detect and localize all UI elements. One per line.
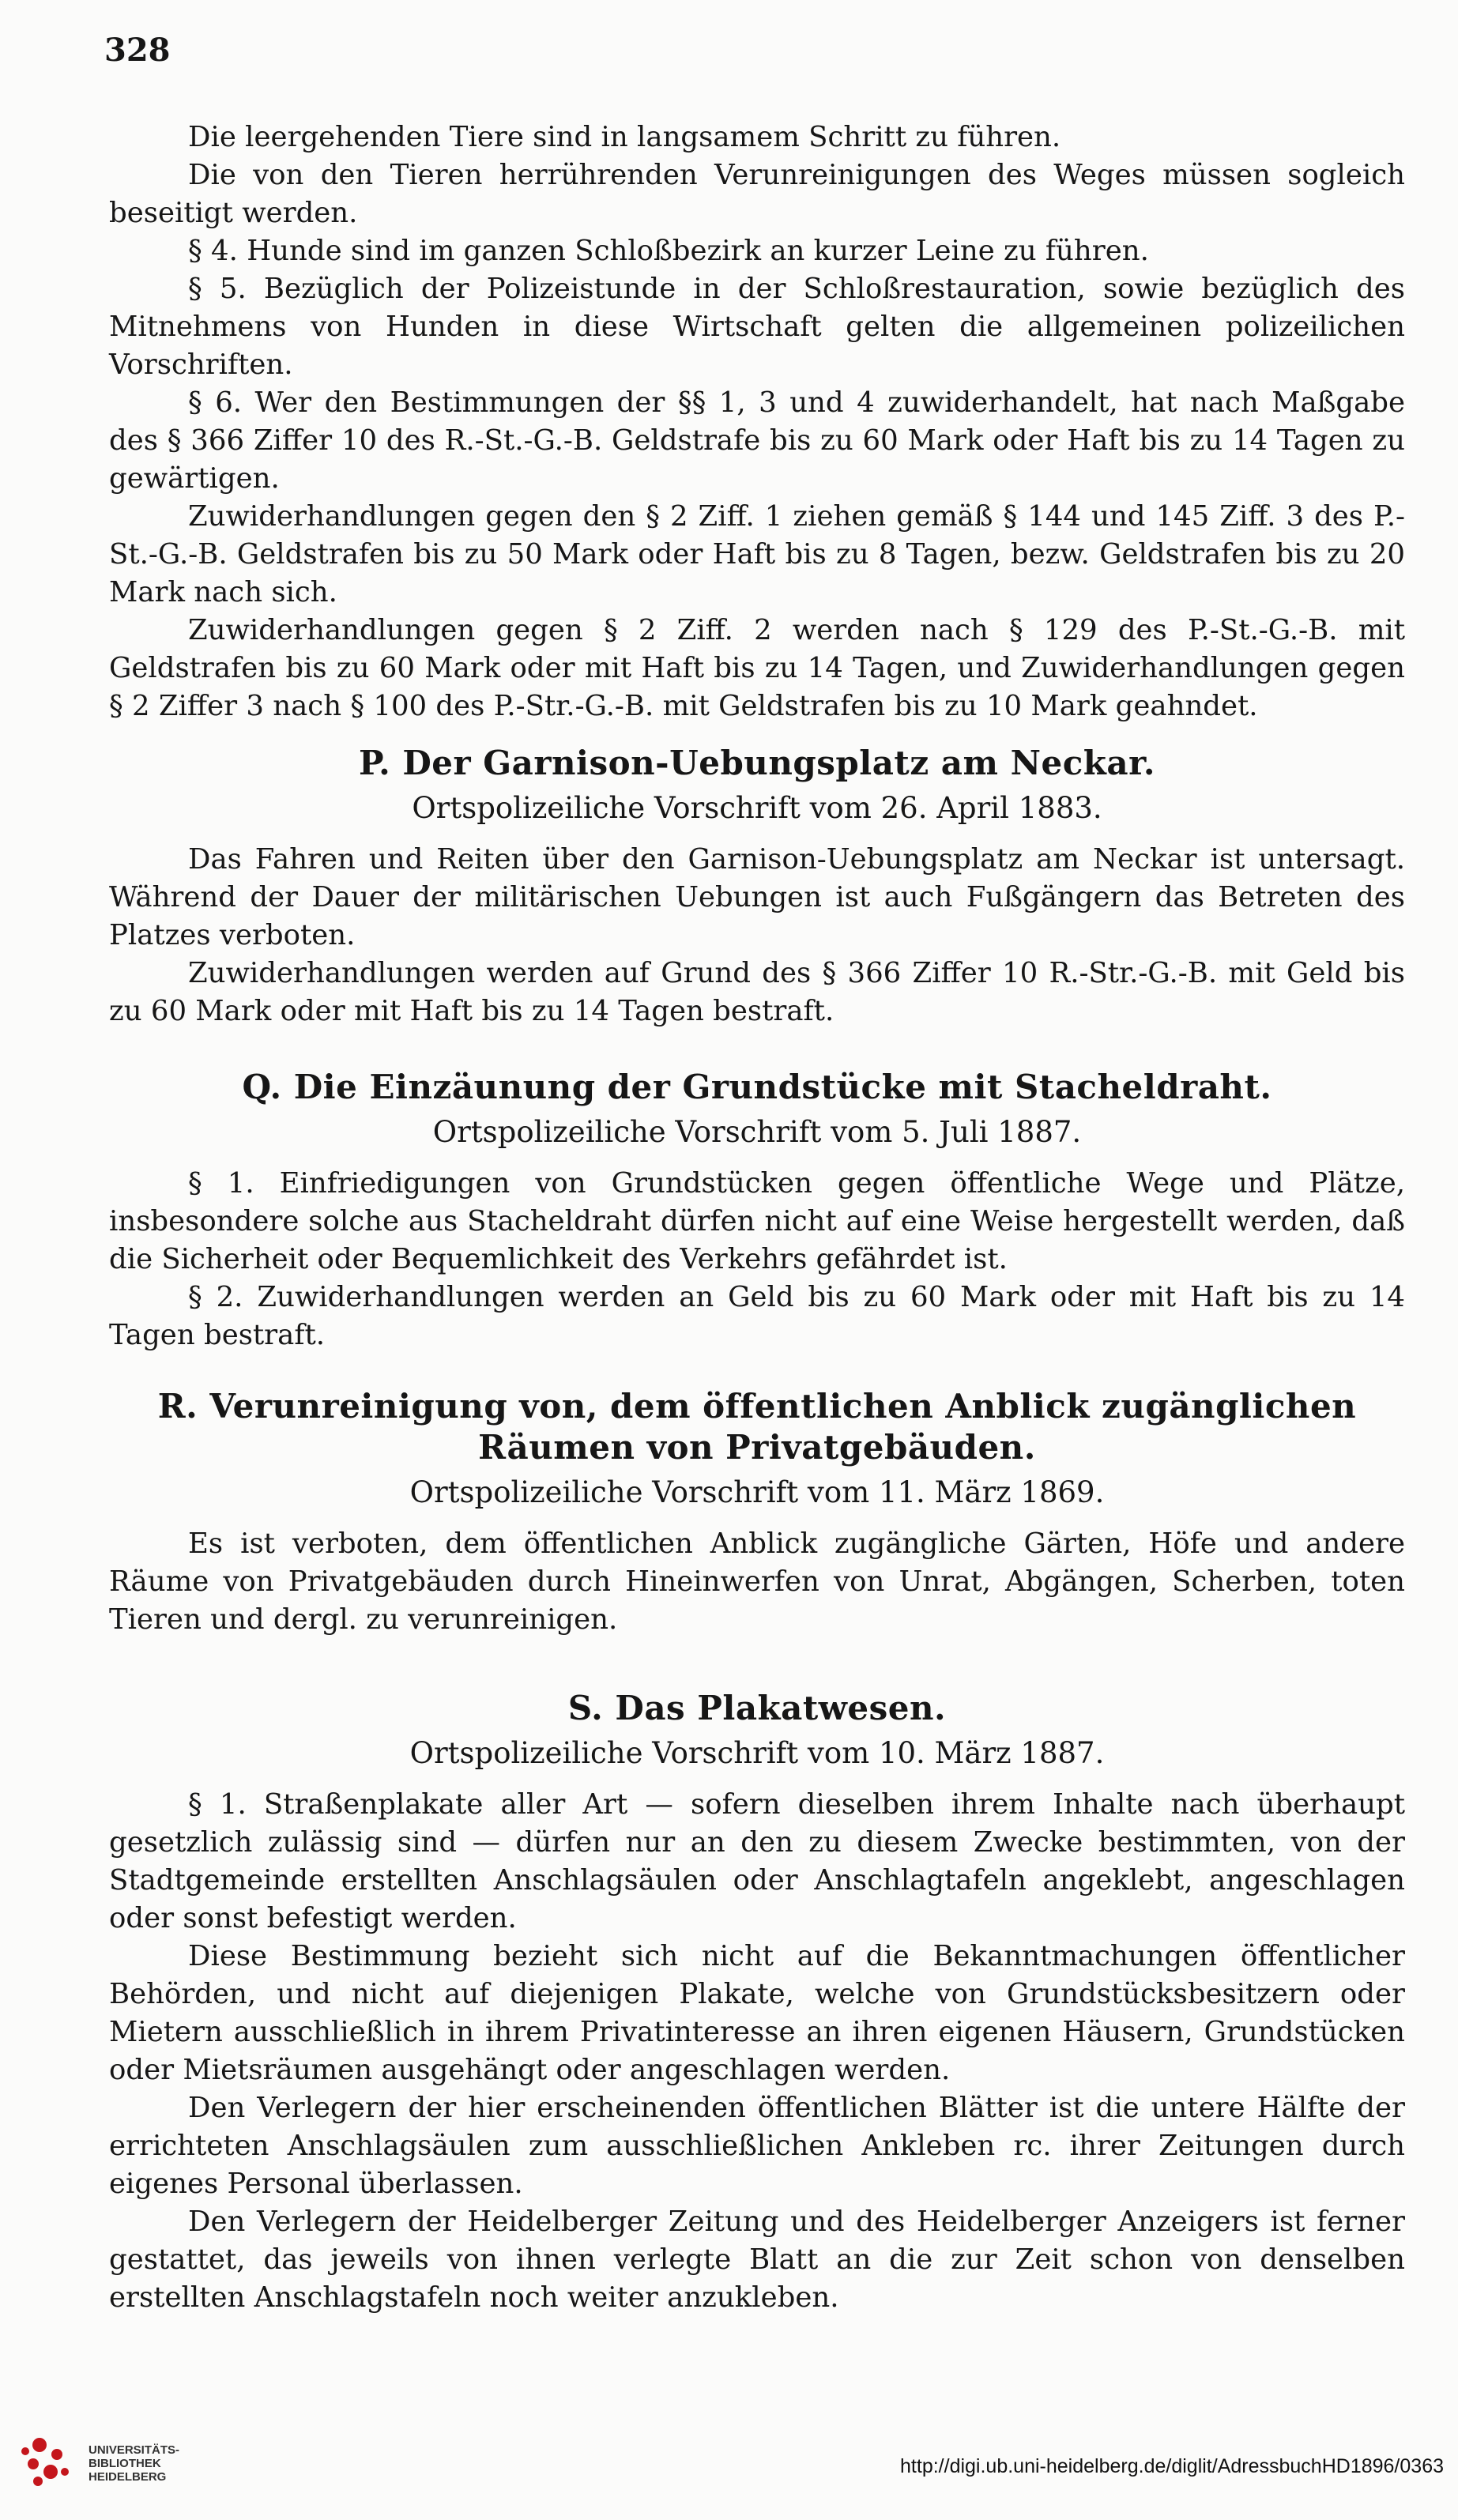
ordinance-subtitle: Ortspolizeiliche Vorschrift vom 26. April 1883.	[412, 791, 1102, 825]
section-heading: R. Verunreinigung von, dem öffentlichen Anblick zugänglichen Räumen von Privatgebäuden.	[157, 1387, 1357, 1467]
section-heading: P. Der Garnison-Uebungsplatz am Neckar.	[359, 744, 1155, 782]
ub-heidelberg-logo-icon	[16, 2431, 79, 2494]
paragraph: § 4. Hunde sind im ganzen Schloßbezirk an kurzer Leine zu führen.	[188, 235, 1149, 267]
paragraph: Zuwiderhandlungen werden auf Grund des § 366 Ziffer 10 R.-Str.-G.-B. mit Geld bis zu 60 Mark oder mit Haft bis zu 14 Tagen bestraft.	[109, 957, 1405, 1027]
logo-line: UNIVERSITÄTS-	[89, 2443, 180, 2457]
paragraph: Die von den Tieren herrührenden Verunreinigungen des Weges müssen sogleich beseitigt werden.	[109, 159, 1405, 229]
page-number: 328	[104, 32, 171, 69]
paragraph: Die leergehenden Tiere sind in langsamem Schritt zu führen.	[188, 121, 1061, 153]
ordinance-subtitle: Ortspolizeiliche Vorschrift vom 11. März 1869.	[409, 1475, 1105, 1509]
paragraph: Den Verlegern der hier erscheinenden öffentlichen Blätter ist die untere Hälfte der errichteten Anschlagsäulen zum ausschließlichen Ankleben rc. ihrer Zeitungen durch eigenes Personal überlassen.	[109, 2092, 1405, 2200]
paragraph: Das Fahren und Reiten über den Garnison-Uebungsplatz am Neckar ist untersagt. Während der Dauer der militärischen Uebungen ist auch Fußgängern das Betreten des Platzes verboten.	[109, 843, 1405, 951]
logo-line: HEIDELBERG	[89, 2470, 167, 2484]
library-logo	[16, 2428, 205, 2499]
paragraph: Es ist verboten, dem öffentlichen Anblick zugängliche Gärten, Höfe und andere Räume von Privatgebäuden durch Hineinwerfen von Unrat, Abgängen, Scherben, toten Tieren und dergl. zu verunreinigen.	[109, 1527, 1405, 1636]
paragraph: § 1. Straßenplakate aller Art — sofern dieselben ihrem Inhalte nach überhaupt gesetzlich zulässig sind — dürfen nur an den zu diesem Zwecke bestimmten, von der Stadtgemeinde erstellten Anschlagsäulen oder Anschlagtafeln angeklebt, angeschlagen oder sonst befestigt werden.	[109, 1788, 1405, 1934]
paragraph: § 6. Wer den Bestimmungen der §§ 1, 3 und 4 zuwiderhandelt, hat nach Maßgabe des § 366 Ziffer 10 des R.-St.-G.-B. Geldstrafe bis zu 60 Mark oder Haft bis zu 14 Tagen zu gewärtigen.	[109, 386, 1405, 495]
source-url: http://digi.ub.uni-heidelberg.de/diglit/AdressbuchHD1896/0363	[900, 2455, 1444, 2477]
paragraph: Zuwiderhandlungen gegen den § 2 Ziff. 1 ziehen gemäß § 144 und 145 Ziff. 3 des P.-St.-G.-B. Geldstrafen bis zu 50 Mark oder Haft bis zu 8 Tagen, bezw. Geldstrafen bis zu 20 Mark nach sich.	[109, 500, 1405, 608]
ordinance-subtitle: Ortspolizeiliche Vorschrift vom 10. März 1887.	[409, 1736, 1105, 1770]
paragraph: Den Verlegern der Heidelberger Zeitung und des Heidelberger Anzeigers ist ferner gestattet, das jeweils von ihnen verlegte Blatt an die zur Zeit schon von denselben erstellten Anschlagstafeln noch weiter anzukleben.	[109, 2205, 1405, 2314]
paragraph: § 1. Einfriedigungen von Grundstücken gegen öffentliche Wege und Plätze, insbesondere solche aus Stacheldraht dürfen nicht auf eine Weise hergestellt werden, daß die Sicherheit oder Bequemlichkeit des Verkehrs gefährdet ist.	[109, 1167, 1405, 1275]
page-content	[109, 119, 1405, 2317]
paragraph: § 2. Zuwiderhandlungen werden an Geld bis zu 60 Mark oder mit Haft bis zu 14 Tagen bestraft.	[109, 1281, 1405, 1351]
paragraph: Zuwiderhandlungen gegen § 2 Ziff. 2 werden nach § 129 des P.-St.-G.-B. mit Geldstrafen bis zu 60 Mark oder mit Haft bis zu 14 Tagen, und Zuwiderhandlungen gegen § 2 Ziffer 3 nach § 100 des P.-Str.-G.-B. mit Geldstrafen bis zu 10 Mark geahndet.	[109, 614, 1405, 722]
paragraph: Diese Bestimmung bezieht sich nicht auf die Bekanntmachungen öffentlicher Behörden, und nicht auf diejenigen Plakate, welche von Grundstücksbesitzern oder Mietern ausschließlich in ihrem Privatinteresse an ihren eigenen Häusern, Grundstücken oder Mietsräumen ausgehängt oder angeschlagen werden.	[109, 1940, 1405, 2086]
paragraph: § 5. Bezüglich der Polizeistunde in der Schloßrestauration, sowie bezüglich des Mitnehmens von Hunden in diese Wirtschaft gelten die allgemeinen polizeilichen Vorschriften.	[109, 273, 1405, 381]
ordinance-subtitle: Ortspolizeiliche Vorschrift vom 5. Juli 1887.	[432, 1115, 1082, 1149]
library-name	[89, 2443, 179, 2484]
section-heading: Q. Die Einzäunung der Grundstücke mit Stacheldraht.	[242, 1068, 1272, 1106]
section-heading: S. Das Plakatwesen.	[567, 1689, 947, 1727]
logo-line: BIBLIOTHEK	[89, 2457, 161, 2470]
